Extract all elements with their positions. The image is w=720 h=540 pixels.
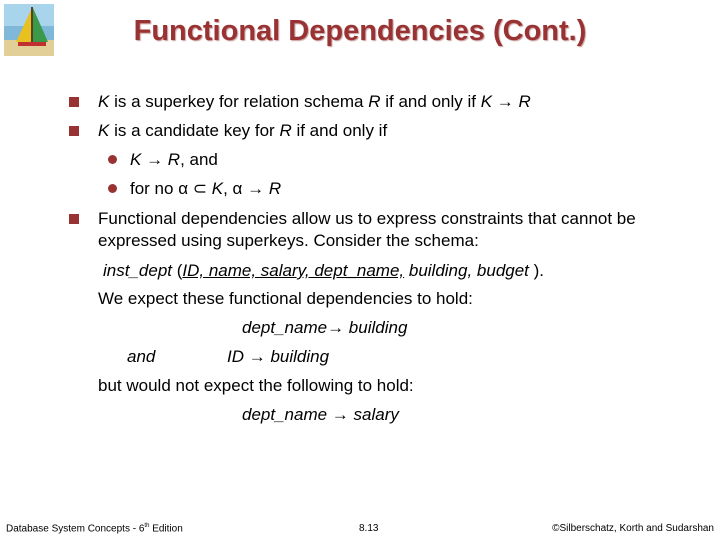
k-symbol: K — [480, 92, 493, 111]
r-symbol: R — [368, 92, 381, 111]
alpha-symbol: α — [232, 179, 243, 198]
bullet-fd-line2: expressed using superkeys. Consider the schema: — [98, 231, 479, 250]
text: if and only if — [291, 121, 388, 140]
text: ). — [528, 261, 545, 280]
k-symbol: K — [98, 121, 110, 140]
arrow: → — [248, 347, 266, 366]
and-text: and — [127, 347, 156, 366]
not-expect-text: but would not expect the following to hold: — [98, 376, 414, 395]
bullet-marker — [69, 214, 79, 224]
fd-id-building — [227, 347, 329, 367]
text: , and — [180, 150, 218, 169]
text: if and only if — [380, 92, 481, 111]
fd-lhs: dept_name — [242, 318, 328, 337]
sub-bullet-marker — [108, 184, 117, 193]
subset-symbol: ⊂ — [188, 179, 212, 198]
r-symbol: R — [167, 150, 181, 169]
footer-text: Edition — [149, 523, 183, 535]
k-symbol: K — [130, 150, 142, 169]
schema-key-attributes: ID, name, salary, dept_name, — [182, 261, 405, 280]
arrow: → — [327, 318, 345, 337]
footer-page-number: 8.13 — [359, 523, 379, 534]
bullet-candidate-key — [98, 121, 387, 141]
footer-text: Database System Concepts - 6 — [6, 523, 145, 535]
k-symbol: K — [98, 92, 110, 111]
sub-bullet-for-no-alpha — [130, 179, 281, 199]
r-symbol: R — [279, 121, 292, 140]
sub-bullet-marker — [108, 155, 117, 164]
text: is a candidate key for — [109, 121, 280, 140]
slide-title: Functional Dependencies (Cont.) — [133, 15, 587, 47]
r-symbol: R — [268, 179, 282, 198]
arrow: → — [331, 405, 349, 424]
text: is a superkey for relation schema — [109, 92, 369, 111]
expect-text: We expect these functional dependencies to hold: — [98, 289, 473, 308]
fd-deptname-building — [242, 318, 407, 338]
k-symbol: K — [211, 179, 224, 198]
footer-sup: th — [144, 523, 150, 529]
arrow: → — [492, 92, 519, 111]
bullet-marker — [69, 126, 79, 136]
arrow: → — [242, 179, 269, 198]
footer-book-title — [6, 523, 183, 534]
schema-other-attributes: building, budget — [404, 261, 529, 280]
fd-rhs: salary — [348, 405, 399, 424]
fd-rhs: building — [344, 318, 408, 337]
arrow: → — [141, 150, 168, 169]
text: ( — [172, 261, 183, 280]
schema-definition — [103, 261, 544, 281]
fd-lhs: dept_name — [242, 405, 332, 424]
r-symbol: R — [518, 92, 531, 111]
fd-rhs: building — [265, 347, 330, 366]
footer-copyright: ©Silberschatz, Korth and Sudarshan — [552, 523, 714, 534]
bullet-marker — [69, 97, 79, 107]
text: , — [223, 179, 233, 198]
sub-bullet-k-determines-r — [130, 150, 218, 170]
bullet-fd-line1: Functional dependencies allow us to express constraints that cannot be — [98, 209, 636, 228]
fd-lhs: ID — [227, 347, 249, 366]
schema-name: inst_dept — [103, 261, 172, 280]
text: for no — [130, 179, 179, 198]
fd-deptname-salary — [242, 405, 399, 425]
alpha-symbol: α — [178, 179, 189, 198]
bullet-superkey — [98, 92, 531, 112]
